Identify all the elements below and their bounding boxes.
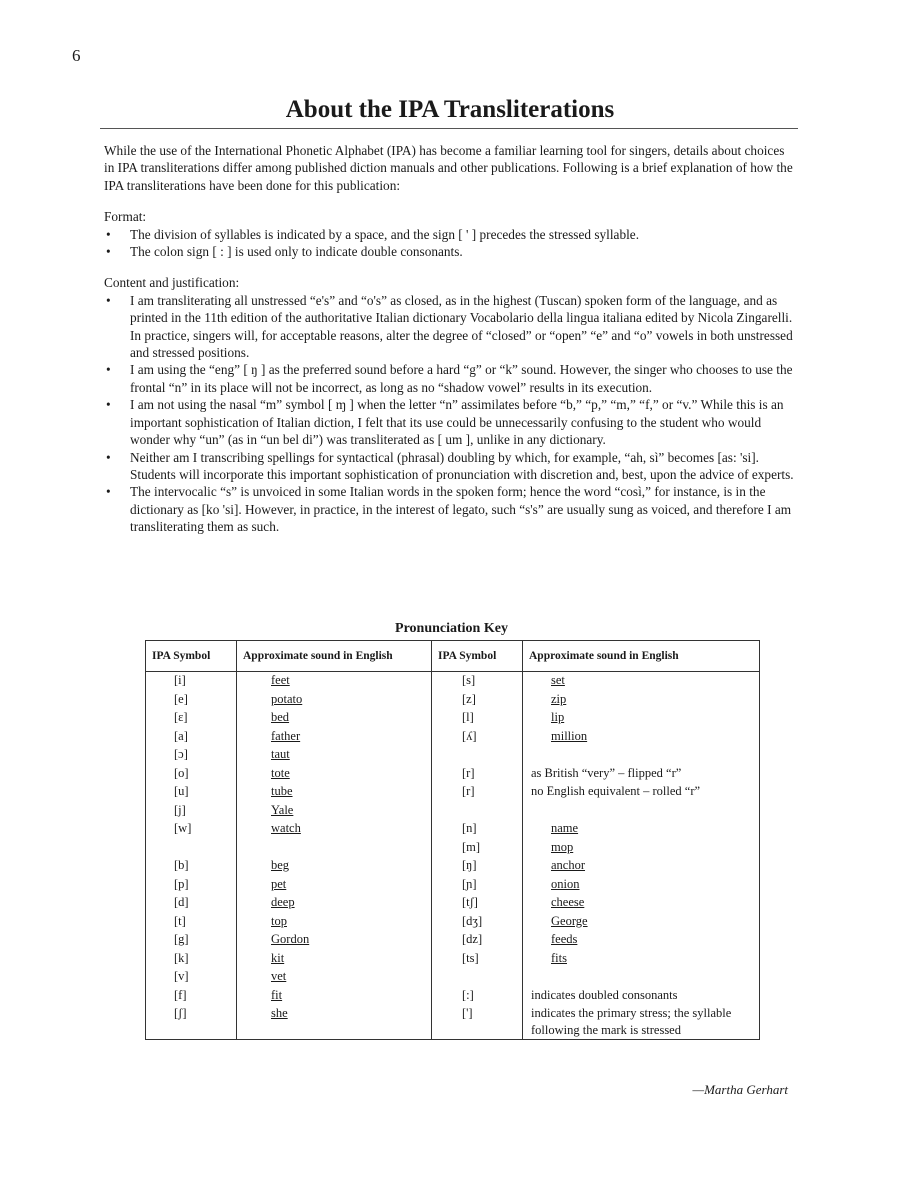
table-row [146, 802, 760, 821]
table-row [146, 820, 760, 839]
header-approximate-sound: Approximate sound in English [523, 641, 760, 672]
sound-example-cell: as British “very” – flipped “r” [523, 765, 760, 784]
sound-example-cell: pet [237, 876, 432, 895]
sound-example-cell [237, 839, 432, 858]
table-row [146, 746, 760, 765]
sound-example-cell: tote [237, 765, 432, 784]
sound-example-cell: fit [237, 987, 432, 1006]
ipa-symbol-cell: [v] [146, 968, 237, 987]
ipa-symbol-cell [432, 746, 523, 765]
format-label: Format: [104, 209, 147, 225]
ipa-symbol-cell: [ʃ] [146, 1005, 237, 1040]
ipa-symbol-cell: [m] [432, 839, 523, 858]
ipa-symbol-cell: [u] [146, 783, 237, 802]
page-title: About the IPA Transliterations [285, 96, 615, 123]
ipa-symbol-cell: [w] [146, 820, 237, 839]
content-label: Content and justification: [104, 275, 240, 291]
ipa-symbol-cell: [n] [432, 820, 523, 839]
ipa-symbol-cell: [e] [146, 691, 237, 710]
sound-example-cell [523, 802, 760, 821]
ipa-symbol-cell [432, 968, 523, 987]
table-body [146, 672, 760, 1040]
ipa-symbol-cell: [ʎ] [432, 728, 523, 747]
author-signature: —Martha Gerhart [692, 1082, 788, 1097]
sound-example-cell: no English equivalent – rolled “r” [523, 783, 760, 802]
page-number: 6 [72, 46, 81, 65]
sound-example-cell: beg [237, 857, 432, 876]
table-row [146, 839, 760, 858]
title-divider [100, 128, 798, 129]
ipa-symbol-cell: [ɔ] [146, 746, 237, 765]
ipa-symbol-cell: [s] [432, 672, 523, 691]
ipa-symbol-cell: [p] [146, 876, 237, 895]
sound-example-cell [523, 968, 760, 987]
table-row [146, 987, 760, 1006]
table-row [146, 765, 760, 784]
table-row [146, 894, 760, 913]
format-item: • The colon sign [ : ] is used only to indicate double consonants. [104, 243, 794, 260]
ipa-symbol-cell: [i] [146, 672, 237, 691]
sound-example-cell: she [237, 1005, 432, 1040]
table-row [146, 728, 760, 747]
header-approximate-sound: Approximate sound in English [237, 641, 432, 672]
ipa-symbol-cell: [z] [432, 691, 523, 710]
sound-example-cell: lip [523, 709, 760, 728]
ipa-symbol-cell: [ɲ] [432, 876, 523, 895]
sound-example-cell: indicates the primary stress; the syllable following the mark is stressed [523, 1005, 760, 1040]
table-caption: Pronunciation Key [395, 621, 508, 636]
sound-example-cell: Gordon [237, 931, 432, 950]
sound-example-cell: set [523, 672, 760, 691]
table-row [146, 709, 760, 728]
sound-example-cell: anchor [523, 857, 760, 876]
table-row [146, 783, 760, 802]
table-row [146, 950, 760, 969]
content-item: • I am using the “eng” [ ŋ ] as the preferred sound before a hard “g” or “k” sound. However, the singer who chooses to use the frontal “n” in its place will not be incorrect, as long as no “shadow vowel” results in its execution. [104, 361, 794, 396]
pronunciation-key-table [145, 640, 760, 1040]
ipa-symbol-cell: [a] [146, 728, 237, 747]
table-row [146, 857, 760, 876]
sound-example-cell: watch [237, 820, 432, 839]
ipa-symbol-cell: [r] [432, 783, 523, 802]
table-row [146, 1005, 760, 1040]
ipa-symbol-cell: [ŋ] [432, 857, 523, 876]
sound-example-cell: deep [237, 894, 432, 913]
sound-example-cell: Yale [237, 802, 432, 821]
sound-example-cell: cheese [523, 894, 760, 913]
body-text [104, 142, 794, 536]
table-header-row [146, 641, 760, 672]
ipa-symbol-cell: [ts] [432, 950, 523, 969]
sound-example-cell: name [523, 820, 760, 839]
ipa-symbol-cell: [ɛ] [146, 709, 237, 728]
ipa-symbol-cell: [dz] [432, 931, 523, 950]
ipa-symbol-cell: [l] [432, 709, 523, 728]
sound-example-cell: bed [237, 709, 432, 728]
sound-example-cell: vet [237, 968, 432, 987]
ipa-symbol-cell: [tʃ] [432, 894, 523, 913]
table-row [146, 913, 760, 932]
ipa-symbol-cell: ['] [432, 1005, 523, 1040]
table-row [146, 876, 760, 895]
ipa-symbol-cell: [j] [146, 802, 237, 821]
ipa-symbol-cell: [d] [146, 894, 237, 913]
format-list [104, 226, 794, 261]
content-item: • The intervocalic “s” is unvoiced in some Italian words in the spoken form; hence the word “così,” for instance, is in the dictionary as [ko 'si]. However, in practice, in the interest of legato, such “s's” are usually sung as voiced, and therefore I am transliterating them as such. [104, 483, 794, 535]
ipa-symbol-cell: [k] [146, 950, 237, 969]
table-row [146, 691, 760, 710]
sound-example-cell: George [523, 913, 760, 932]
sound-example-cell: potato [237, 691, 432, 710]
ipa-symbol-cell: [t] [146, 913, 237, 932]
table-row [146, 672, 760, 691]
ipa-symbol-cell: [g] [146, 931, 237, 950]
sound-example-cell: feet [237, 672, 432, 691]
sound-example-cell [523, 746, 760, 765]
table-row [146, 931, 760, 950]
sound-example-cell: indicates doubled consonants [523, 987, 760, 1006]
intro-paragraph: While the use of the International Phonetic Alphabet (IPA) has become a familiar learning tool for singers, details about choices in IPA transliterations differ among published diction manuals and other publications. Following is a brief explanation of how the IPA transliterations have been done for this publication: [104, 143, 793, 193]
ipa-symbol-cell: [f] [146, 987, 237, 1006]
sound-example-cell: feeds [523, 931, 760, 950]
sound-example-cell: father [237, 728, 432, 747]
content-item: • I am not using the nasal “m” symbol [ ɱ ] when the letter “n” assimilates before “b,” “p,” “m,” “f,” or “v.” While this is an important sophistication of Italian diction, I felt that its use could be unnecessarily confusing to the student who would wonder why “un” (as in “un bel di”) was transliterated as [ um ], unlike in any dictionary. [104, 396, 794, 448]
ipa-symbol-cell: [o] [146, 765, 237, 784]
sound-example-cell: top [237, 913, 432, 932]
sound-example-cell: zip [523, 691, 760, 710]
sound-example-cell: onion [523, 876, 760, 895]
sound-example-cell: taut [237, 746, 432, 765]
ipa-symbol-cell: [b] [146, 857, 237, 876]
format-item: • The division of syllables is indicated by a space, and the sign [ ' ] precedes the stressed syllable. [104, 226, 794, 243]
content-item: • Neither am I transcribing spellings for syntactical (phrasal) doubling by which, for example, “ah, sì” becomes [as: 'si]. Students will incorporate this important sophistication of pronunciation with discretion and, best, upon the advice of experts. [104, 449, 794, 484]
ipa-symbol-cell: [dʒ] [432, 913, 523, 932]
header-ipa-symbol: IPA Symbol [432, 641, 523, 672]
ipa-symbol-cell: [:] [432, 987, 523, 1006]
content-item: • I am transliterating all unstressed “e's” and “o's” as closed, as in the highest (Tuscan) spoken form of the language, and as printed in the 11th edition of the authoritative Italian dictionary Vocabolario della lingua italiana edited by Nicola Zingarelli. In practice, singers will, for acceptable reasons, alter the degree of “closed” or “open” “e” and “o” vowels in both unstressed and stressed positions. [104, 292, 794, 362]
table-row [146, 968, 760, 987]
sound-example-cell: million [523, 728, 760, 747]
header-ipa-symbol: IPA Symbol [146, 641, 237, 672]
sound-example-cell: mop [523, 839, 760, 858]
ipa-symbol-cell [146, 839, 237, 858]
sound-example-cell: fits [523, 950, 760, 969]
ipa-symbol-cell [432, 802, 523, 821]
sound-example-cell: kit [237, 950, 432, 969]
sound-example-cell: tube [237, 783, 432, 802]
content-list [104, 292, 794, 536]
ipa-symbol-cell: [r] [432, 765, 523, 784]
